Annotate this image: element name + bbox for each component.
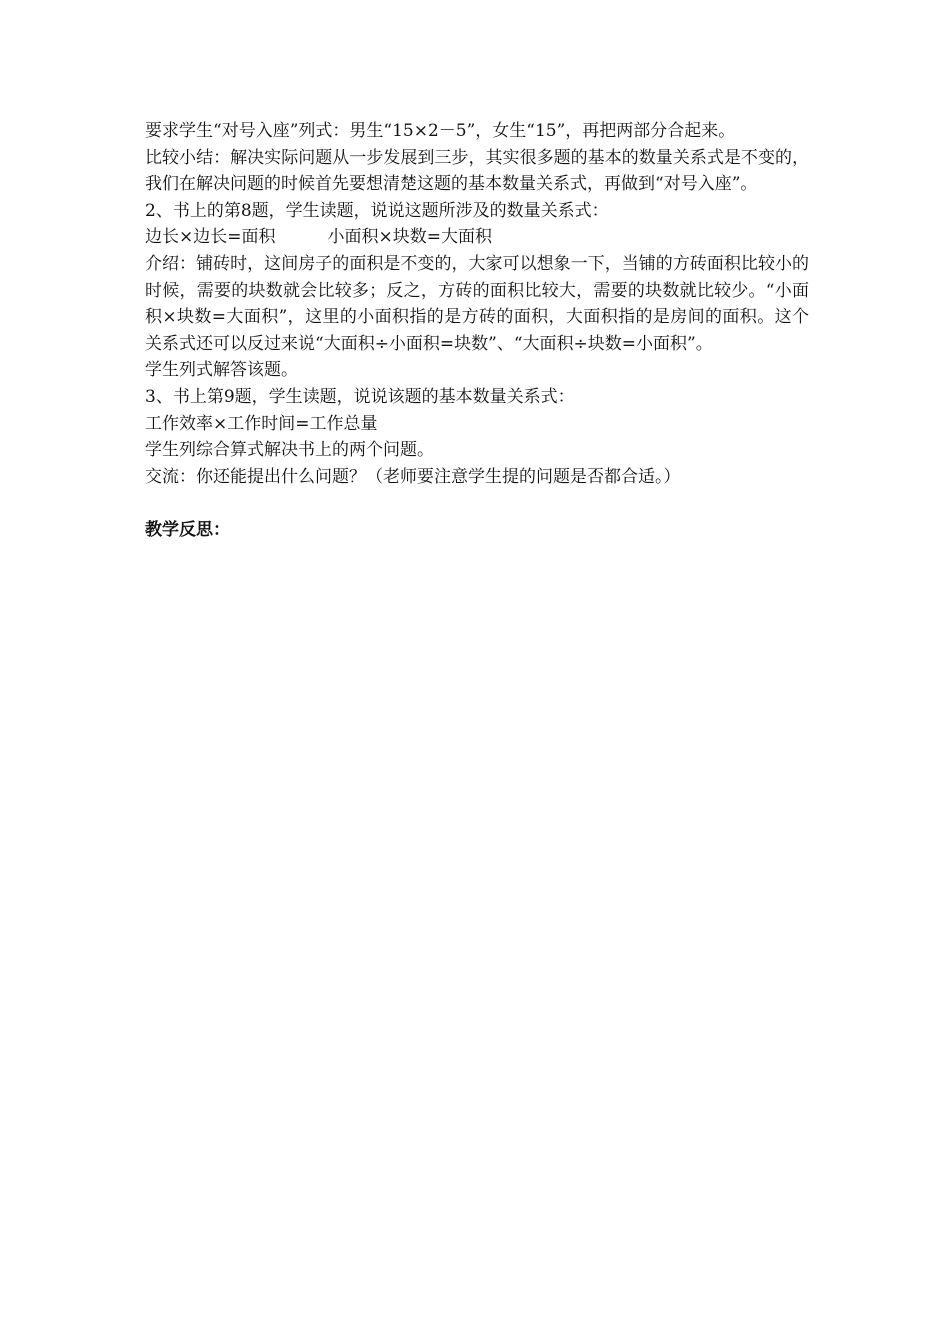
paragraph-seat-formula: 要求学生“对号入座”列式：男生“15×2－5”，女生“15”，再把两部分合起来。 — [145, 121, 736, 141]
formula-tile-area: 小面积×块数=大面积 — [327, 227, 492, 248]
document-page — [145, 118, 809, 544]
formula-work: 工作效率×工作时间=工作总量 — [145, 413, 378, 434]
paragraph-introduction: 介绍：铺砖时，这间房子的面积是不变的，大家可以想象一下，当铺的方砖面积比较小的时候，需要的块数就会比较多；反之，方砖的面积比较大，需要的块数就比较少。“小面积×块数=大面积”，这里的小面积指的是方砖的面积，大面积指的是房间的面积。这个关系式还可以反过来说“大面积÷小面积=块数”、“大面积÷块数=小面积”。 — [145, 253, 809, 354]
paragraph-exchange: 交流：你还能提出什么问题？（老师要注意学生提的问题是否都合适。） — [145, 466, 681, 487]
paragraph-question-9: 3、书上第9题，学生读题，说说该题的基本数量关系式： — [145, 386, 575, 407]
paragraph-summary: 比较小结：解决实际问题从一步发展到三步，其实很多题的基本的数量关系式是不变的，我们在解决问题的时候首先要想清楚这题的基本数量关系式，再做到“对号入座”。 — [145, 147, 809, 195]
paragraph-combined-formula: 学生列综合算式解决书上的两个问题。 — [145, 440, 434, 461]
paragraph-question-8: 2、书上的第8题，学生读题，说说这题所涉及的数量关系式： — [145, 200, 609, 221]
formula-side-area: 边长×边长=面积 — [145, 227, 276, 248]
heading-teaching-reflection: 教学反思： — [145, 519, 230, 540]
blank-line — [145, 490, 809, 517]
paragraph-student-solve: 学生列式解答该题。 — [145, 360, 298, 381]
formula-row — [145, 224, 809, 251]
